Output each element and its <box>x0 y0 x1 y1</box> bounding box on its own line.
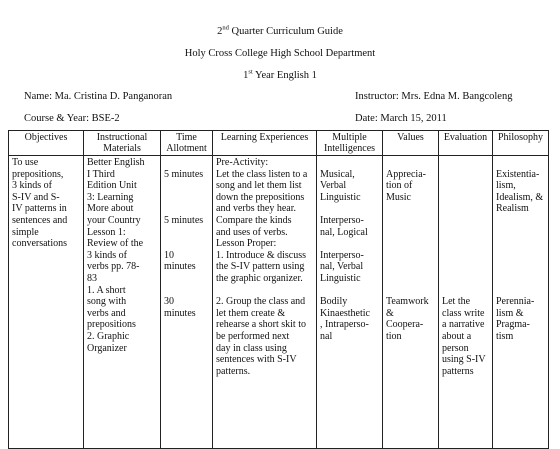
cell-evaluation: Let the class write a narrative about a person using S-IV patterns <box>439 156 493 449</box>
column-header-philosophy: Philosophy <box>493 131 549 156</box>
table-row <box>9 156 549 449</box>
course-title <box>0 70 560 82</box>
course-number: 1 <box>243 70 249 81</box>
cell-materials: Better English I Third Edition Unit 3: Learning More about your Country Lesson 1: Review of the 3 kinds of verbs pp. 78- 83 1. A short song with verbs and prepositions 2. Graphic Organizer <box>84 156 161 449</box>
column-header-evaluation: Evaluation <box>439 131 493 156</box>
column-header-intelligences: Multiple Intelligences <box>317 131 383 156</box>
title-ordinal-suffix: nd <box>222 24 229 32</box>
cell-values: Apprecia- tion of Music Teamwork & Coopera- tion <box>383 156 439 449</box>
document-date: Date: March 15, 2011 <box>355 113 447 124</box>
column-header-materials: Instructional Materials <box>84 131 161 156</box>
cell-objectives: To use prepositions, 3 kinds of S-IV and S- IV patterns in sentences and simple conversations <box>9 156 84 449</box>
column-header-time: Time Allotment <box>161 131 213 156</box>
curriculum-table <box>8 130 549 449</box>
cell-philosophy: Existentia- lism, Idealism, & Realism Perennia- lism & Pragma- tism <box>493 156 549 449</box>
student-name: Name: Ma. Cristina D. Panganoran <box>24 91 173 102</box>
cell-learning: Pre-Activity: Let the class listen to a song and let them list down the prepositions and verbs they hear. Compare the kinds and uses of verbs. Lesson Proper: 1. Introduce & discuss the S-IV pattern using the graphic organizer. 2. Group the class and let them create & rehearse a short skit to be performed next day in class using sentences with S-IV patterns. <box>213 156 317 449</box>
cell-time: 5 minutes 5 minutes 10 minutes 30 minutes <box>161 156 213 449</box>
title-text: Quarter Curriculum Guide <box>228 26 343 37</box>
school-name: Holy Cross College High School Department <box>184 48 376 59</box>
course-ordinal-suffix: st <box>248 68 253 76</box>
course-text: Year English 1 <box>252 70 317 81</box>
table-header-row <box>9 131 549 156</box>
cell-intelligences: Musical, Verbal Linguistic Interperso- nal, Logical Interperso- nal, Verbal Linguistic Bodily Kinaesthetic , Intraperso- nal <box>317 156 383 449</box>
title-number: 2 <box>217 26 223 37</box>
course-year: Course & Year: BSE-2 <box>24 113 120 124</box>
document-title <box>0 26 560 38</box>
column-header-objectives: Objectives <box>9 131 84 156</box>
column-header-learning: Learning Experiences <box>213 131 317 156</box>
column-header-values: Values <box>383 131 439 156</box>
instructor-name: Instructor: Mrs. Edna M. Bangcoleng <box>355 91 513 102</box>
